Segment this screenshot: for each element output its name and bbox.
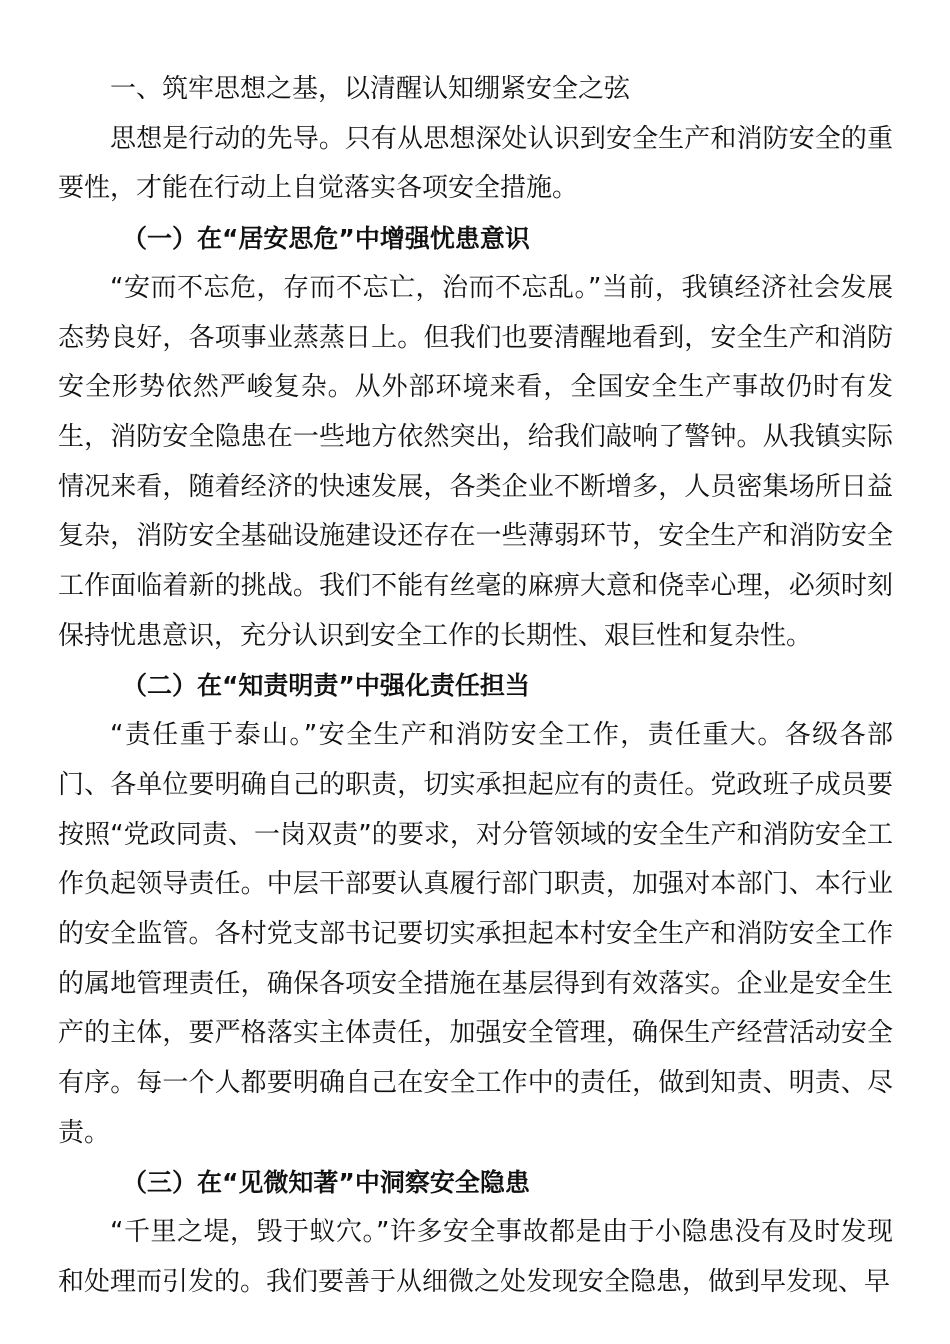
- subsection-heading-3: （三）在“见微知著”中洞察安全隐患: [122, 1168, 530, 1198]
- subsection-body-1: “安而不忘危，存而不忘亡，治而不忘乱。”当前，我镇经济社会发展态势良好，各项事业蒸蒸日上。但我们也要清醒地看到，安全生产和消防安全形势依然严峻复杂。从外部环境来看，全国安全生产事故仍时有发生，消防安全隐患在一些地方依然突出，给我们敲响了警钟。从我镇实际情况来看，随着经济的快速发展，各类企业不断增多，人员密集场所日益复杂，消防安全基础设施建设还存在一些薄弱环节，安全生产和消防安全工作面临着新的挑战。我们不能有丝毫的麻痹大意和侥幸心理，必须时刻保持忧患意识，充分认识到安全工作的长期性、艰巨性和复杂性。: [58, 272, 893, 651]
- subsection-heading-1: （一）在“居安思危”中增强忧患意识: [122, 224, 530, 254]
- subsection-body-3: “千里之堤，毁于蚁穴。”许多安全事故都是由于小隐患没有及时发现和处理而引发的。我们要善于从细微之处发现安全隐患，做到早发现、早: [58, 1217, 893, 1297]
- intro-paragraph: 思想是行动的先导。只有从思想深处认识到安全生产和消防安全的重要性，才能在行动上自觉落实各项安全措施。: [58, 123, 893, 204]
- section-title: 一、筑牢思想之基，以清醒认知绷紧安全之弦: [110, 74, 631, 104]
- subsection-body-2: “责任重于泰山。”安全生产和消防安全工作，责任重大。各级各部门、各单位要明确自己的职责，切实承担起应有的责任。党政班子成员要按照“党政同责、一岗双责”的要求，对分管领域的安全生产和消防安全工作负起领导责任。中层干部要认真履行部门职责，加强对本部门、本行业的安全监管。各村党支部书记要切实承担起本村安全生产和消防安全工作的属地管理责任，确保各项安全措施在基层得到有效落实。企业是安全生产的主体，要严格落实主体责任，加强安全管理，确保生产经营活动安全有序。每一个人都要明确自己在安全工作中的责任，做到知责、明责、尽责。: [58, 720, 893, 1148]
- subsection-heading-2: （二）在“知责明责”中强化责任担当: [122, 671, 530, 701]
- document-page: [58, 65, 893, 1308]
